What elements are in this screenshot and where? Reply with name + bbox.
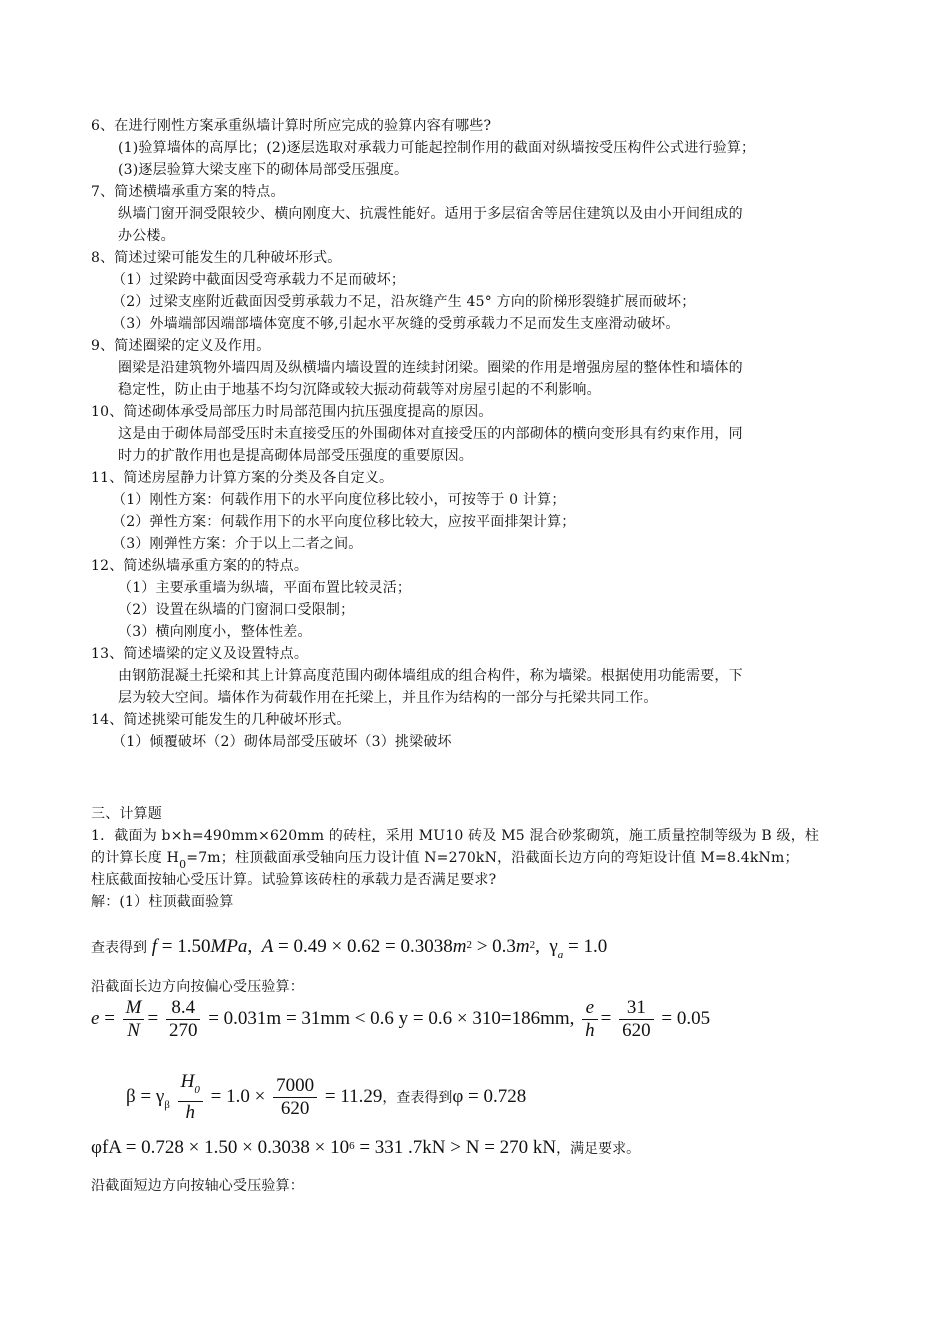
question-10: 10、简述砌体承受局部压力时局部范围内抗压强度提高的原因。 xyxy=(91,404,493,420)
answer-11-line-3: （3）刚弹性方案：介于以上二者之间。 xyxy=(112,536,363,552)
answer-6-line-1: (1)验算墙体的高厚比；(2)逐层选取对承载力可能起控制作用的截面对纵墙按受压构件公式进行验算； xyxy=(118,140,756,156)
answer-14-line-1: （1）倾覆破坏（2）砌体局部受压破坏（3）挑梁破坏 xyxy=(112,734,452,750)
answer-12-line-1: （1）主要承重墙为纵墙，平面布置比较灵活； xyxy=(118,580,412,596)
question-7: 7、简述横墙承重方案的特点。 xyxy=(91,184,285,200)
answer-12-line-2: （2）设置在纵墙的门窗洞口受限制； xyxy=(118,602,355,618)
answer-11-line-2: （2）弹性方案：何载作用下的水平向度位移比较大，应按平面排架计算； xyxy=(112,514,576,530)
axial-heading: 沿截面短边方向按轴心受压验算： xyxy=(91,1178,304,1194)
problem-1-line-2: 的计算长度 $H_0=7m$；柱顶截面承受轴向压力设计值 N=270kN，沿截面长边方向的弯矩设计值 M=8.4kNm； xyxy=(91,850,799,871)
fraction-m-over-n: $\frac{M}{N}$ xyxy=(123,997,145,1042)
formula-slenderness: $\beta = \gamma_\beta$ $\frac{H_0}{h}$ = 1.0 × $\frac{7000}{620}$ = 11.29，查表得到φ = 0.728 xyxy=(126,1071,527,1123)
answer-13-line-2: 层为较大空间。墙体作为荷载作用在托梁上，并且作为结构的一部分与托梁共同工作。 xyxy=(118,690,658,706)
answer-9-line-1: 圈梁是沿建筑物外墙四周及纵横墙内墙设置的连续封闭梁。圈梁的作用是增强房屋的整体性和墙体的 xyxy=(118,360,743,376)
problem-1-line-3: 柱底截面按轴心受压计算。试验算该砖柱的承载力是否满足要求? xyxy=(91,872,497,888)
eccentric-heading: 沿截面长边方向按偏心受压验算： xyxy=(91,979,304,995)
formula-eccentricity: e = $\frac{M}{N}$ = $\frac{8.4}{270}$ = 0.031m = 31mm < 0.6 y = 0.6 × 310=186mm, $\frac{e}{h}$ = $\frac{31}{620}$ = 0.05 xyxy=(91,997,711,1041)
fraction-h0-over-h: $\frac{H_0}{h}$ xyxy=(178,1071,203,1124)
fraction-e-over-h: $\frac{e}{h}$ xyxy=(582,997,598,1042)
answer-8-line-2: （2）过梁支座附近截面因受剪承载力不足，沿灰缝产生 45° 方向的阶梯形裂缝扩展而破坏； xyxy=(112,294,696,310)
answer-6-line-2: (3)逐层验算大梁支座下的砌体局部受压强度。 xyxy=(118,162,409,178)
answer-7-line-1: 纵墙门窗开洞受限较少、横向刚度大、抗震性能好。适用于多层宿舍等居住建筑以及由小开间组成的 xyxy=(118,206,743,222)
question-12: 12、简述纵墙承重方案的的特点。 xyxy=(91,558,309,574)
answer-13-line-1: 由钢筋混凝土托梁和其上计算高度范围内砌体墙组成的组合构件，称为墙梁。根据使用功能需要，下 xyxy=(118,668,743,684)
fraction-beta-values: $\frac{7000}{620}$ xyxy=(273,1075,317,1120)
formula-capacity: $\varphi fA = 0.728 \times 1.50 \times 0.3038 \times 10^6 = 331$ .7kN > N = 270 kN，满足要求。 xyxy=(91,1137,641,1158)
formula-lookup: 查表得到 f = 1.50MPa, $A = 0.49 \times 0.62 = 0.3038m^2 > 0.3m^2$, $\gamma_a = 1.0$ xyxy=(91,936,608,961)
answer-8-line-3: （3）外墙端部因端部墙体宽度不够,引起水平灰缝的受剪承载力不足而发生支座滑动破坏。 xyxy=(112,316,680,332)
answer-9-line-2: 稳定性，防止由于地基不均匀沉降或较大振动荷载等对房屋引起的不利影响。 xyxy=(118,382,601,398)
fraction-eh-values: $\frac{31}{620}$ xyxy=(619,997,654,1042)
question-14: 14、简述挑梁可能发生的几种破坏形式。 xyxy=(91,712,351,728)
answer-12-line-3: （3）横向刚度小，整体性差。 xyxy=(118,624,312,640)
question-11: 11、简述房屋静力计算方案的分类及各自定义。 xyxy=(91,470,394,486)
question-8: 8、简述过梁可能发生的几种破坏形式。 xyxy=(91,250,342,266)
answer-7-line-2: 办公楼。 xyxy=(118,228,175,244)
solution-heading: 解：(1）柱顶截面验算 xyxy=(91,894,234,910)
question-13: 13、简述墙梁的定义及设置特点。 xyxy=(91,646,309,662)
question-6: 6、在进行刚性方案承重纵墙计算时所应完成的验算内容有哪些? xyxy=(91,118,492,134)
answer-11-line-1: （1）刚性方案：何载作用下的水平向度位移比较小，可按等于 0 计算； xyxy=(112,492,566,508)
answer-10-line-2: 时力的扩散作用也是提高砌体局部受压强度的重要原因。 xyxy=(118,448,473,464)
answer-8-line-1: （1）过梁跨中截面因受弯承载力不足而破坏； xyxy=(112,272,406,288)
fraction-values: $\frac{8.4}{270}$ xyxy=(166,997,201,1042)
section-heading: 三、计算题 xyxy=(91,806,162,822)
problem-1-line-1: 1．截面为 b×h=490mm×620mm 的砖柱，采用 MU10 砖及 M5 混合砂浆砌筑，施工质量控制等级为 B 级，柱 xyxy=(91,828,820,844)
question-9: 9、简述圈梁的定义及作用。 xyxy=(91,338,271,354)
answer-10-line-1: 这是由于砌体局部受压时未直接受压的外围砌体对直接受压的内部砌体的横向变形具有约束作用，同 xyxy=(118,426,743,442)
